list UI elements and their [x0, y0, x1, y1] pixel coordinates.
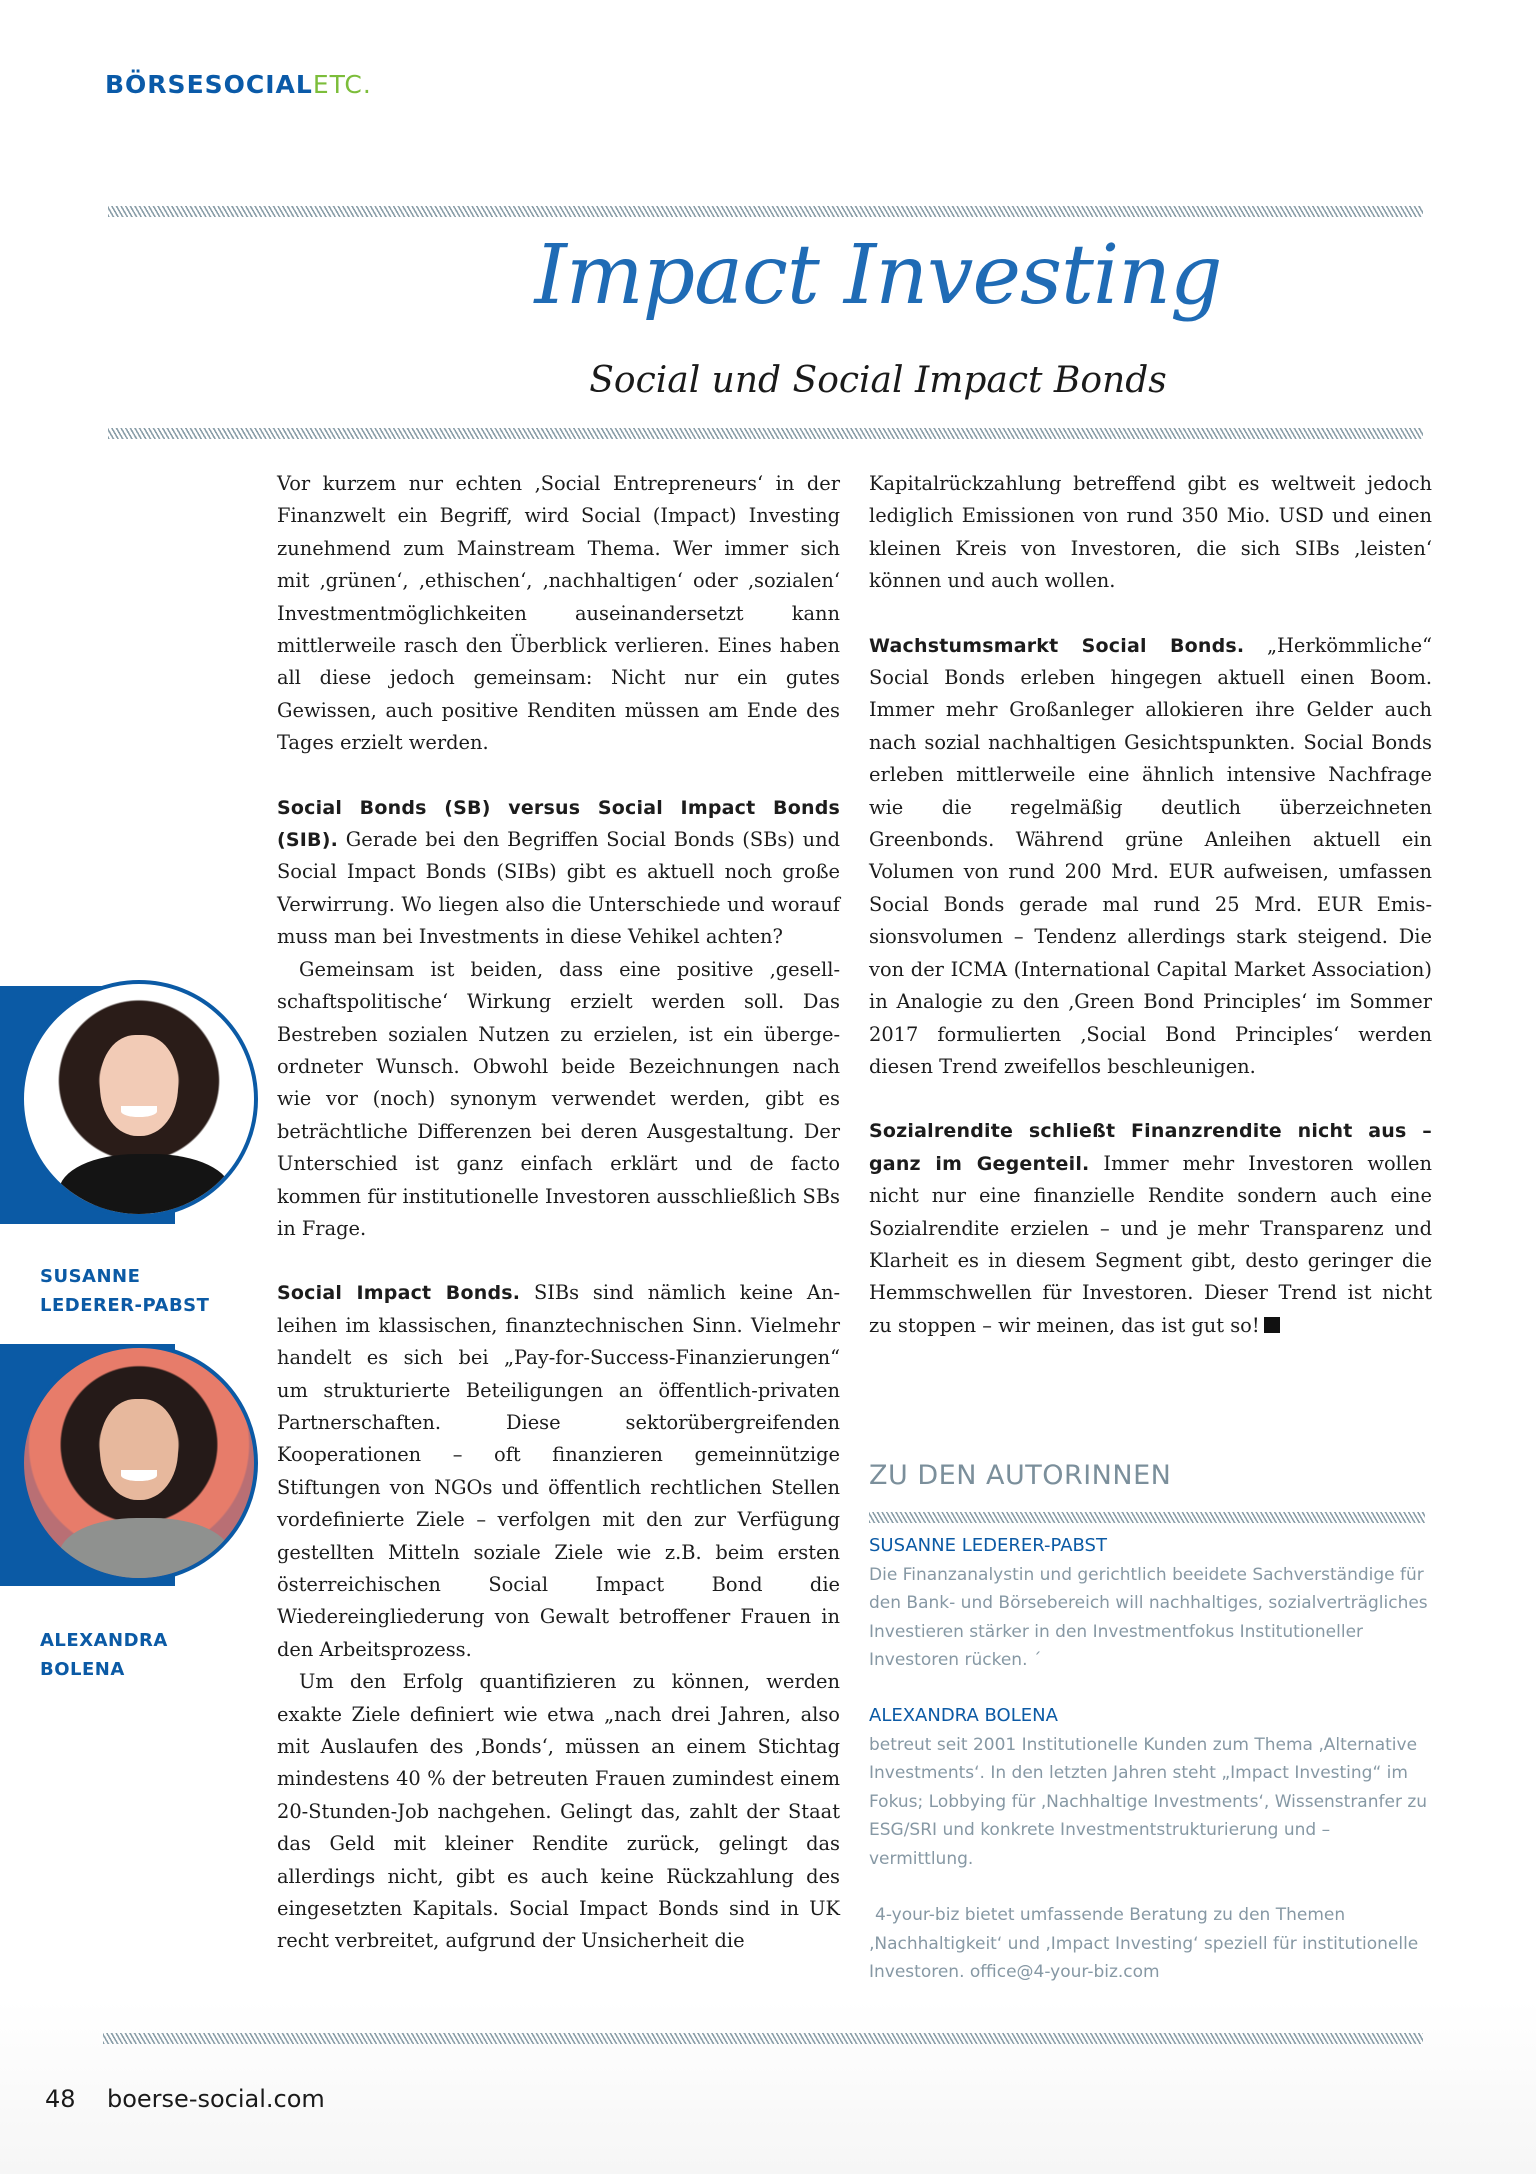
article-column-1: [277, 468, 840, 1958]
sidebar-author-name: [40, 1626, 168, 1684]
section-paragraph: [869, 630, 1432, 1084]
bio-author-name: SUSANNE LEDERER-PABST: [869, 1535, 1107, 1556]
footer-website[interactable]: boerse-social.com: [107, 2085, 325, 2113]
article-column-2: [869, 468, 1432, 1342]
section-heading: Social Bonds (SB) versus Social Impact Bonds (SIB).: [277, 796, 840, 852]
body-paragraph: Um den Erfolg quantifizieren zu können, werden exakte Ziele definiert wie etwa „nach drei Jahren, also mit Auslaufen des ‚Bonds‘, müssen an einem Stichtag mindestens 40 % der betreuten Frauen zumindest einem 20-Stunden-Job nachgehen. Gelingt das, zahlt der Staat das Geld mit kleiner Rendite zurück, gelingt das allerdings nicht, gibt es auch keine Rückzahlung des eingesetzten Kapitals. Social Impact Bonds sind in UK recht verbreitet, aufgrund der Unsicherheit die: [277, 1670, 840, 1953]
shoulders-shape: [59, 1154, 232, 1218]
author-name-line: ALEXANDRA: [40, 1630, 168, 1651]
author-name-line: LEDERER-PABST: [40, 1295, 210, 1316]
about-authors-heading: ZU DEN AUTORINNEN: [869, 1460, 1172, 1491]
bio-text: Die Finanzanalystin und gerichtlich beeidete Sachverständige für den Bank- und Börsebereich will nachhaltiges, sozialverträgliches Investieren stärker in den Investmentfokus Institutioneller Investoren rücken. ´: [869, 1564, 1428, 1671]
author-bio-susanne: [869, 1532, 1429, 1675]
author-name-line: BOLENA: [40, 1659, 125, 1680]
title-divider: [108, 428, 1423, 439]
body-paragraph: Gemeinsam ist beiden, dass eine positive ‚gesellschaftspolitische‘ Wirkung erzielt werden soll. Das Bestreben sozialen Nutzen zu erzielen, ist ein übergeordneter Wunsch. Obwohl beide Bezeichnungen nach wie vor (noch) synonym verwendet werden, gibt es beträchtliche Differenzen bei deren Ausgestaltung. Der Unterschied ist ganz einfach erklärt und de facto kommen für institutionelle Investoren ausschließlich SBs in Frage.: [277, 957, 840, 1240]
continuation-paragraph: Kapitalrückzahlung betreffend gibt es weltweit jedoch lediglich Emissionen von rund 350 Mio. USD und einen kleinen Kreis von Investoren, die sich SIBs ‚leisten‘ können und auch wollen.: [869, 472, 1432, 593]
page-footer: [45, 2085, 325, 2113]
section-heading: Wachstumsmarkt Social Bonds.: [869, 634, 1245, 657]
sidebar-author-name: [40, 1262, 209, 1320]
section-paragraph: [277, 1277, 840, 1666]
company-note: [869, 1901, 1429, 1987]
company-note-text: 4-your-biz bietet umfassende Beratung zu den Themen ‚Nachhaltigkeit‘ und ‚Impact Investing‘ speziell für institutionelle Investoren. office@4-your-biz.com: [869, 1905, 1419, 1983]
section-text: Immer mehr Investoren wollen nicht nur eine finanzielle Rendite sondern auch eine Sozialrendite erzielen – und je mehr Transparenz und Klarheit es in diesem Segment gibt, desto geringer die Hemmschwellen für Investoren. Dieser Trend ist nicht zu stoppen – wir meinen, das ist gut so!: [869, 1151, 1432, 1337]
about-authors-divider: [869, 1512, 1425, 1523]
bio-author-name: ALEXANDRA BOLENA: [869, 1705, 1058, 1726]
section-paragraph: [869, 1115, 1432, 1342]
author-name-line: SUSANNE: [40, 1266, 141, 1287]
page-number: 48: [45, 2085, 76, 2113]
section-heading: Social Impact Bonds.: [277, 1282, 521, 1305]
section-paragraph: [277, 792, 840, 954]
author-photo-alexandra: [20, 1344, 258, 1582]
face-shape: [100, 1035, 178, 1136]
article-subtitle: Social und Social Impact Bonds: [589, 360, 1167, 401]
section-text: „Herkömmliche“ Social Bonds erleben hingegen aktuell einen Boom. Immer mehr Großanleger allokieren ihre Gelder auch nach sozial nachhaltigen Gesichtspunkten. Social Bonds erleben mittlerweile eine ähnlich intensive Nachfrage wie die regelmäßig deutlich überzeichneten Greenbonds. Während grüne Anleihen aktuell ein Volumen von rund 200 Mrd. EUR aufweisen, umfassen Social Bonds gerade mal rund 25 Mrd. EUR Emissionsvolumen – Tendenz allerdings stark steigend. Die von der ICMA (International Capital Market Association) in Analogie zu den ‚Green Bond Principles‘ im Sommer 2017 formulierten ‚Social Bond Principles‘ werden diesen Trend zweifellos beschleunigen.: [869, 633, 1432, 1078]
section-text: Gerade bei den Begriffen Social Bonds (SBs) und Social Impact Bonds (SIBs) gibt es aktuell noch große Verwirrung. Wo liegen also die Unterschiede und worauf muss man bei Investments in diese Vehikel achten?: [277, 828, 840, 949]
bio-text: betreut seit 2001 Institutionelle Kunden zum Thema ‚Alternative Investments‘. In den letzten Jahren steht „Impact Investing“ im Fokus; Lobbying für ‚Nachhaltige Investments‘, Wissenstranfer zu ESG/SRI und konkrete Investmentstrukturierung und –vermittlung.: [869, 1734, 1428, 1869]
logo-boersesocial: BÖRSESOCIAL: [105, 70, 313, 99]
face-shape: [100, 1399, 178, 1500]
section-heading: Sozialrendite schließt Finanzrendite nicht aus – ganz im Gegenteil.: [869, 1120, 1432, 1175]
end-of-article-mark: [1264, 1317, 1280, 1333]
intro-paragraph: Vor kurzem nur echten ‚Social Entrepreneurs‘ in der Finanzwelt ein Begriff, wird Social (Impact) Investing zunehmend zum Mainstream Thema. Wer immer sich mit ‚grünen‘, ‚ethischen‘, ‚nachhaltigen‘ oder ‚sozialen‘ Investmentmöglichkeiten auseinandersetzt kann mittlerweile rasch den Überblick verlieren. Eines haben all diese jedoch gemeinsam: Nicht nur ein gutes Gewissen, auch positive Renditen müssen am Ende des Tages erzielt werden.: [277, 472, 840, 755]
bottom-divider: [103, 2033, 1423, 2044]
author-bio-alexandra: [869, 1702, 1429, 1874]
article-title: Impact Investing: [534, 228, 1222, 323]
shoulders-shape: [59, 1518, 232, 1582]
logo-etc: ETC.: [312, 70, 372, 99]
magazine-logo: [105, 70, 372, 99]
author-photo-susanne: [20, 980, 258, 1218]
top-divider: [108, 206, 1423, 217]
section-text: SIBs sind nämlich keine Anleihen im klassischen, finanztechnischen Sinn. Vielmehr handelt es sich bei „Pay-for-Success-Finanzierungen“ um strukturierte Beteiligungen an öffentlich-privaten Partnerschaften. Diese sektorübergreifenden Kooperationen – oft finanzieren gemeinnützige Stiftungen von NGOs und öffentlich rechtlichen Stellen vordefinierte Ziele – verfolgen mit den zur Verfügung gestellten Mitteln soziale Ziele wie z.B. beim ersten österreichischen Social Impact Bond die Wiedereingliederung von Gewalt betroffener Frauen in den Arbeitsprozess.: [277, 1281, 840, 1661]
